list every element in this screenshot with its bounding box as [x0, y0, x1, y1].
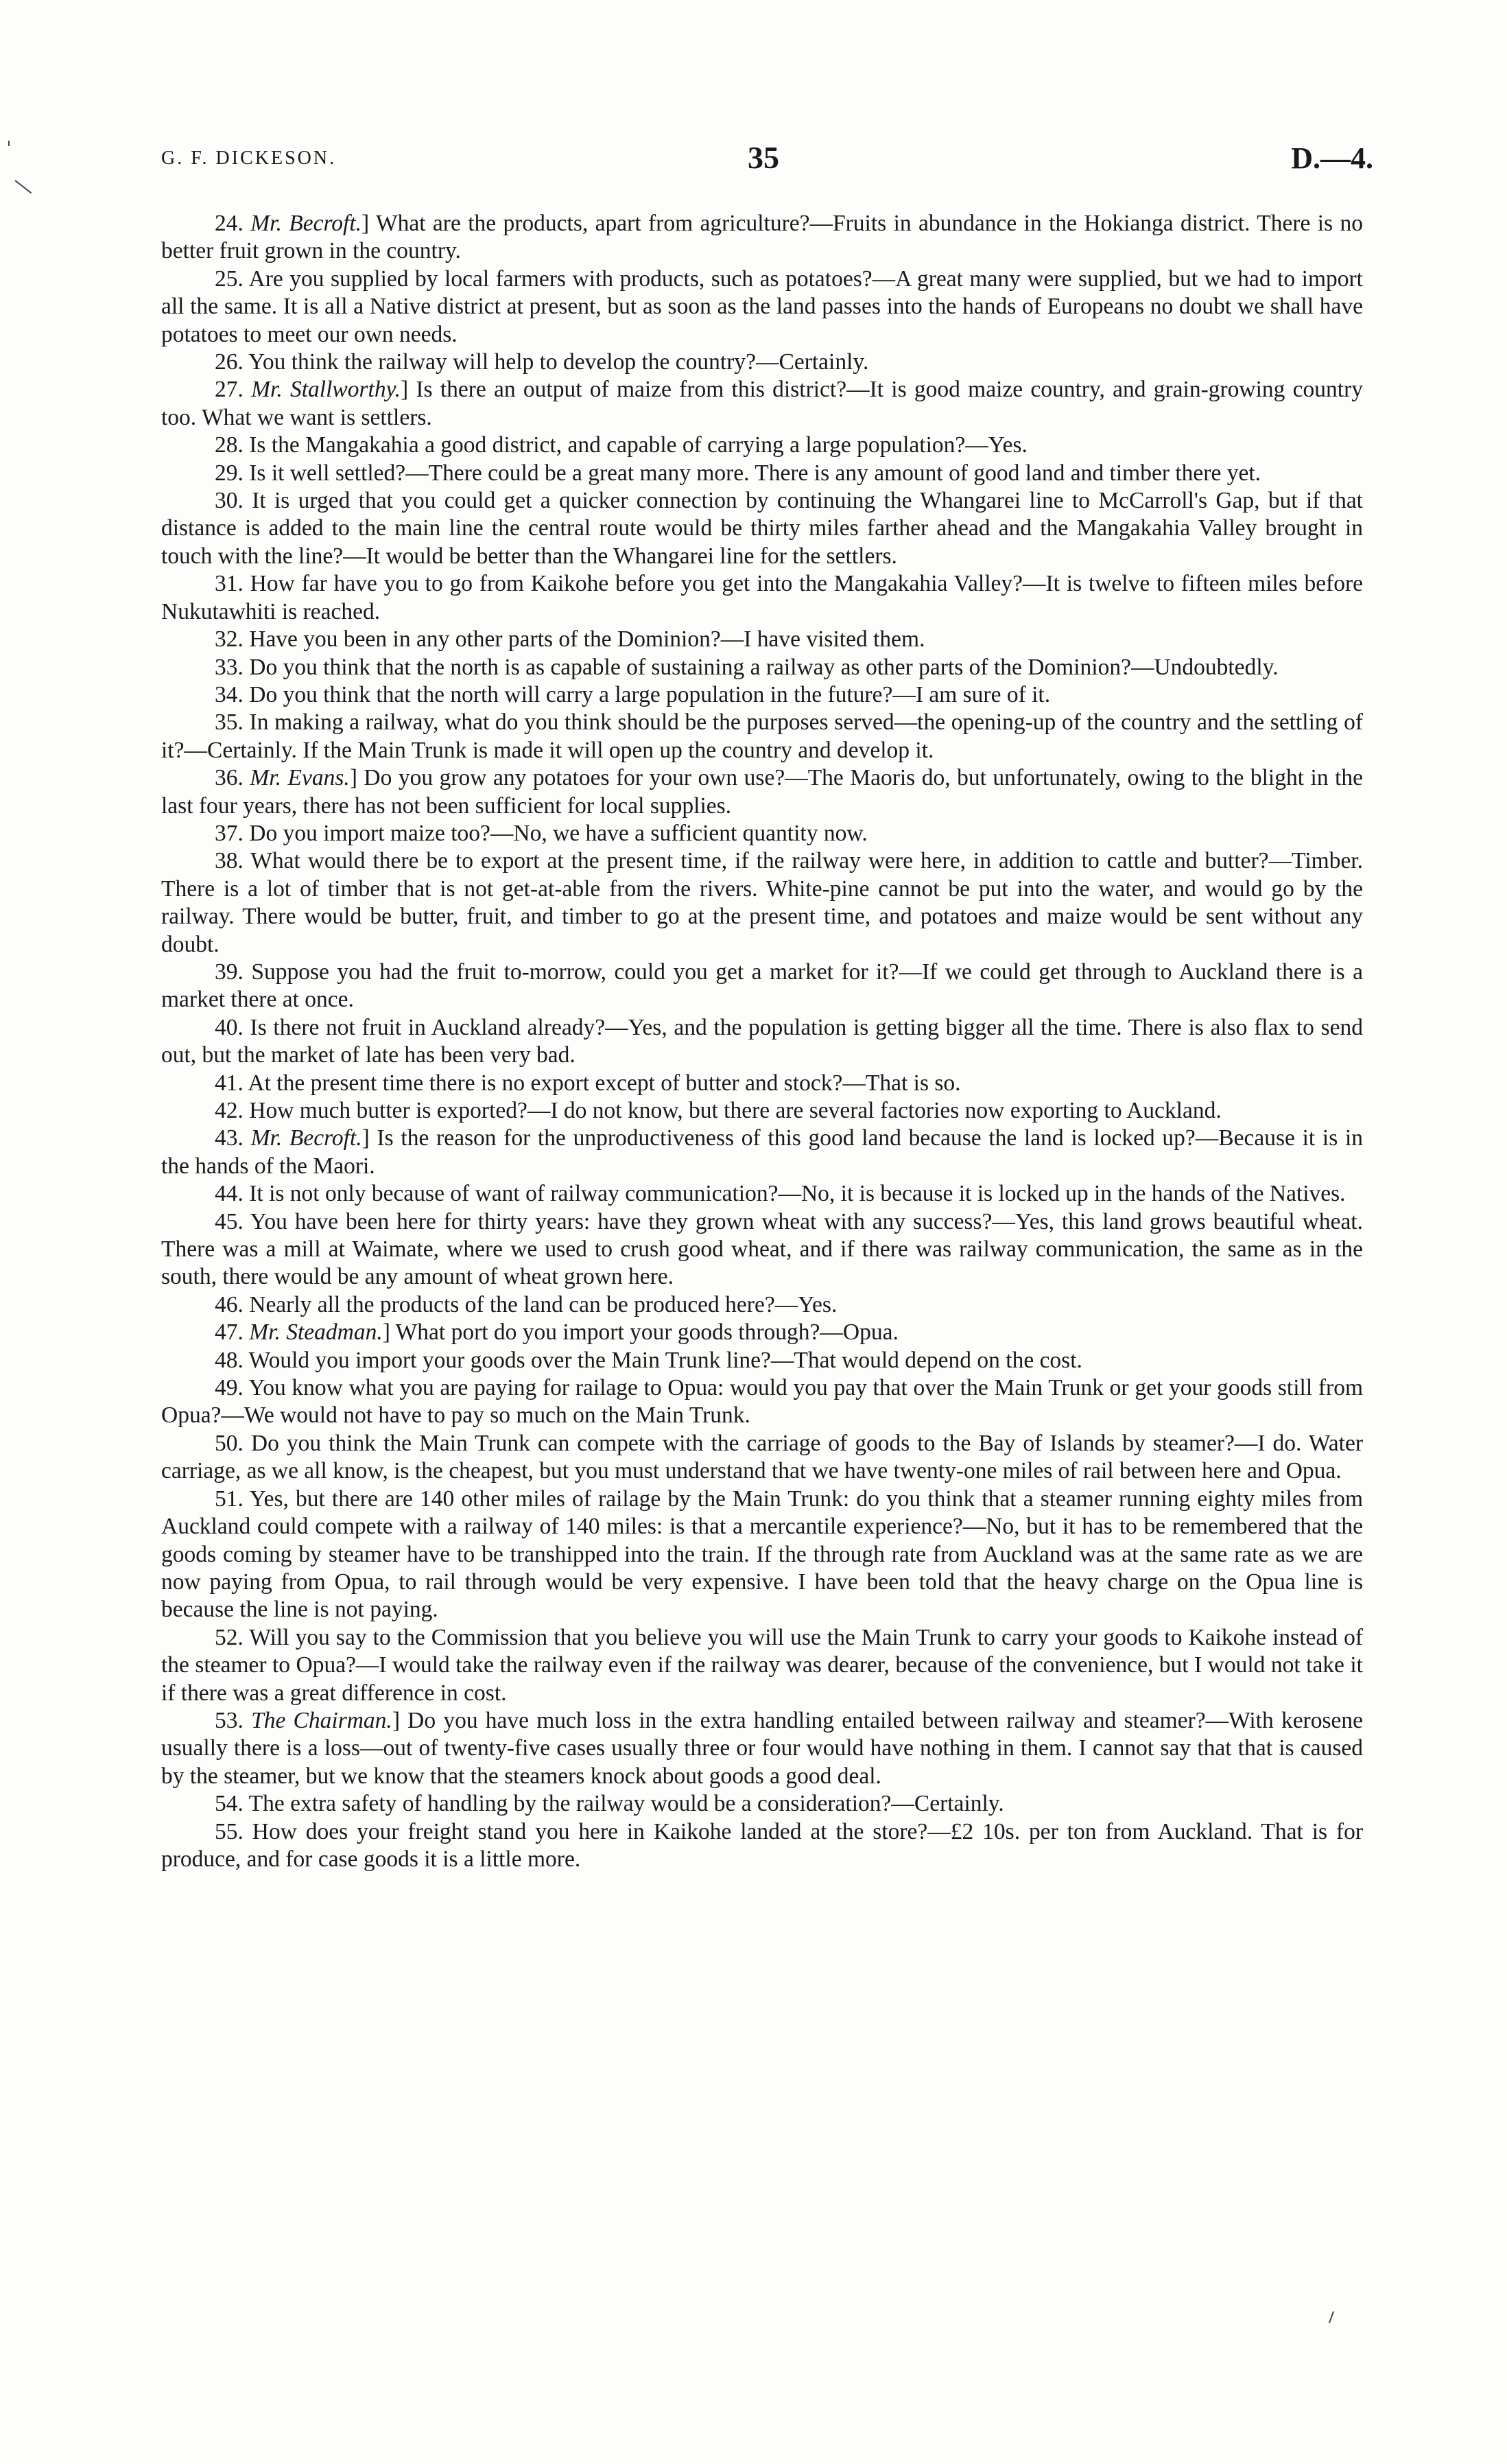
question-paragraph: [161, 432, 1363, 459]
speaker-name: Mr. Becroft.: [250, 211, 362, 236]
question-number: 50.: [215, 1430, 244, 1456]
paragraph-text: How does your freight stand you here in Kaikohe landed at the store?—£2 10s. per ton from Auckland. That is for produce, and for case goods it is a little more.: [161, 1818, 1363, 1872]
paragraph-text: Do you think that the north will carry a large population in the future?—I am sure of it.: [243, 681, 1051, 707]
speaker-bracket: ]: [401, 377, 409, 403]
question-number: 27.: [215, 377, 244, 403]
question-number: 29.: [215, 460, 244, 486]
paragraph-text: It is not only because of want of railway communication?—No, it is because it is locked up in the hands of the Natives.: [243, 1181, 1346, 1207]
question-paragraph: [161, 1347, 1363, 1374]
paragraph-text: Have you been in any other parts of the Dominion?—I have visited them.: [243, 626, 925, 653]
speaker-bracket: ]: [382, 1319, 390, 1346]
paragraph-text: It is urged that you could get a quicker connection by continuing the Whangarei line to McCarroll's Gap, but if that distance is added to the main line the central route would be thirty miles farther ahead and the Mangakahia Valley brought in touch with the line?—It would be better than the Whangarei line for the settlers.: [161, 488, 1363, 569]
paragraph-text: You know what you are paying for railage to Opua: would you pay that over the Main Trunk or get your goods still from Opua?—We would not have to pay so much on the Main Trunk.: [161, 1375, 1363, 1429]
question-number: 37.: [215, 820, 244, 846]
question-number: 45.: [215, 1208, 244, 1234]
question-paragraph: [161, 266, 1363, 349]
paragraph-text: Do you think the Main Trunk can compete with the carriage of goods to the Bay of Islands by steamer?—I do. Water carriage, as we all know, is the cheapest, but you must understand that we have twenty-one miles of rail between here and Opua.: [161, 1430, 1363, 1484]
question-number: 48.: [215, 1347, 244, 1373]
paragraph-text: Will you say to the Commission that you believe you will use the Main Trunk to carry your goods to Kaikohe instead of the steamer to Opua?—I would take the railway even if the railway was dearer, because of the convenience, but I would not take it if there was a great difference in cost.: [161, 1624, 1363, 1706]
question-paragraph: [161, 820, 1363, 847]
question-number: 40.: [215, 1014, 244, 1040]
question-paragraph: [161, 1208, 1363, 1291]
paragraph-text: How far have you to go from Kaikohe before you get into the Mangakahia Valley?—It is twelve to fifteen miles before Nukutawhiti is reached.: [161, 571, 1363, 624]
paragraph-text: Do you grow any potatoes for your own use?—The Maoris do, but unfortunately, owing to the blight in the last four years, there has not been sufficient for local supplies.: [161, 765, 1363, 819]
paragraph-text: Is it well settled?—There could be a great many more. There is any amount of good land and timber there yet.: [243, 460, 1261, 486]
paragraph-text: Yes, but there are 140 other miles of railage by the Main Trunk: do you think that a steamer running eighty miles from Auckland could compete with a railway of 140 miles: is that a mercantile experience?—No, but it has to be remembered that the goods coming by steamer have to be transhipped into the train. If the through rate from Auckland was at the same rate as we are now paying from Opua, to rail through would be very expensive. I have been told that the heavy charge on the Opua line is because the line is not paying.: [161, 1486, 1363, 1623]
question-paragraph: [161, 1180, 1363, 1208]
paragraph-text: Would you import your goods over the Main Trunk line?—That would depend on the cost.: [243, 1347, 1082, 1373]
speaker-bracket: ]: [361, 1125, 370, 1151]
paragraph-text: How much butter is exported?—I do not know, but there are several factories now exporting to Auckland.: [243, 1098, 1222, 1123]
question-paragraph: [161, 210, 1363, 266]
question-number: 47.: [215, 1319, 244, 1346]
question-paragraph: [161, 1818, 1363, 1874]
paragraph-text: Suppose you had the fruit to-morrow, could you get a market for it?—If we could get through to Auckland there is a market there at once.: [161, 959, 1363, 1013]
page-header: [161, 141, 1373, 182]
paragraph-text: Do you have much loss in the extra handling entailed between railway and steamer?—With kerosene usually there is a loss—out of twenty-five cases usually three or four would have nothing in them. I cannot say that that is caused by the steamer, but we know that the steamers knock about goods a good deal.: [161, 1707, 1363, 1789]
question-paragraph: [161, 1486, 1363, 1624]
speaker-bracket: ]: [392, 1707, 400, 1733]
question-paragraph: [161, 1430, 1363, 1486]
speaker-name: The Chairman.: [251, 1707, 392, 1733]
scan-mark: [14, 180, 32, 193]
question-number: 44.: [215, 1181, 244, 1207]
speaker-bracket: ]: [349, 765, 357, 791]
question-number: 43.: [215, 1125, 244, 1151]
question-number: 30.: [215, 488, 244, 514]
question-number: 55.: [215, 1818, 244, 1844]
paragraph-text: The extra safety of handling by the railway would be a consideration?—Certainly.: [243, 1791, 1004, 1817]
question-paragraph: [161, 959, 1363, 1014]
question-paragraph: [161, 487, 1363, 570]
question-number: 32.: [215, 626, 244, 653]
testimony-body: [161, 210, 1363, 1873]
question-number: 39.: [215, 959, 244, 985]
speaker-bracket: ]: [361, 211, 370, 236]
question-number: 24.: [215, 211, 244, 236]
question-paragraph: [161, 570, 1363, 626]
speaker-name: Mr. Steadman.: [249, 1319, 383, 1346]
question-number: 26.: [215, 349, 244, 375]
page-number: 35: [748, 140, 779, 175]
question-paragraph: [161, 654, 1363, 681]
question-number: 42.: [215, 1098, 244, 1123]
question-paragraph: [161, 1624, 1363, 1707]
question-paragraph: [161, 1125, 1363, 1180]
question-paragraph: [161, 376, 1363, 432]
question-paragraph: [161, 1097, 1363, 1125]
witness-name: G. F. DICKESON.: [161, 148, 337, 169]
question-paragraph: [161, 349, 1363, 376]
speaker-name: Mr. Becroft.: [250, 1125, 362, 1151]
paragraph-text: At the present time there is no export except of butter and stock?—That is so.: [243, 1070, 961, 1096]
question-paragraph: [161, 1374, 1363, 1430]
question-paragraph: [161, 1707, 1363, 1790]
paragraph-text: In making a railway, what do you think should be the purposes served—the opening-up of the country and the settling of it?—Certainly. If the Main Trunk is made it will open up the country and develop it.: [161, 709, 1363, 763]
question-number: 51.: [215, 1486, 244, 1512]
question-number: 34.: [215, 681, 244, 707]
question-number: 46.: [215, 1291, 244, 1317]
paragraph-text: Is there an output of maize from this district?—It is good maize country, and grain-growing country too. What we want is settlers.: [161, 377, 1363, 430]
question-number: 36.: [215, 765, 244, 791]
speaker-name: Mr. Stallworthy.: [251, 377, 401, 403]
document-reference: D.—4.: [1291, 141, 1373, 175]
question-paragraph: [161, 847, 1363, 959]
question-number: 41.: [215, 1070, 244, 1096]
paragraph-text: What would there be to export at the present time, if the railway were here, in addition to cattle and butter?—Timber. There is a lot of timber that is not get-at-able from the rivers. White-pine cannot be put into the water, and would go by the railway. There would be butter, fruit, and timber to go at the present time, and potatoes and maize would be sent without any doubt.: [161, 848, 1363, 957]
question-paragraph: [161, 1319, 1363, 1346]
question-number: 53.: [215, 1707, 244, 1733]
question-paragraph: [161, 681, 1363, 709]
question-paragraph: [161, 1790, 1363, 1818]
question-number: 38.: [215, 848, 244, 874]
question-paragraph: [161, 1014, 1363, 1070]
question-number: 35.: [215, 709, 244, 736]
paragraph-text: Do you think that the north is as capable of sustaining a railway as other parts of the Dominion?—Undoubtedly.: [243, 654, 1279, 680]
question-number: 52.: [215, 1624, 244, 1650]
question-paragraph: [161, 709, 1363, 764]
question-paragraph: [161, 460, 1363, 487]
paragraph-text: You have been here for thirty years: have they grown wheat with any success?—Yes, this land grows beautiful wheat. There was a mill at Waimate, where we used to crush good wheat, and if there was railway communication, the same as in the south, there would be any amount of wheat grown here.: [161, 1208, 1363, 1290]
paragraph-text: Is there not fruit in Auckland already?—Yes, and the population is getting bigger all the time. There is also flax to send out, but the market of late has been very bad.: [161, 1014, 1363, 1068]
question-paragraph: [161, 1070, 1363, 1097]
question-number: 49.: [215, 1375, 244, 1401]
paragraph-text: You think the railway will help to develop the country?—Certainly.: [243, 349, 869, 375]
paragraph-text: What are the products, apart from agriculture?—Fruits in abundance in the Hokianga district. There is no better fruit grown in the country.: [161, 211, 1364, 264]
question-number: 54.: [215, 1791, 244, 1817]
question-paragraph: [161, 626, 1363, 653]
paragraph-text: Is the reason for the unproductiveness of this good land because the land is locked up?—Because it is in the hands of the Maori.: [161, 1125, 1364, 1179]
question-number: 25.: [215, 266, 244, 292]
scan-mark: [8, 141, 10, 146]
question-number: 33.: [215, 654, 244, 680]
question-paragraph: [161, 1291, 1363, 1319]
paragraph-text: Do you import maize too?—No, we have a sufficient quantity now.: [243, 820, 868, 846]
paragraph-text: Nearly all the products of the land can be produced here?—Yes.: [243, 1291, 838, 1317]
question-number: 28.: [215, 432, 244, 458]
paragraph-text: Is the Mangakahia a good district, and capable of carrying a large population?—Yes.: [243, 432, 1028, 458]
paragraph-text: What port do you import your goods through?—Opua.: [390, 1319, 899, 1346]
speaker-name: Mr. Evans.: [250, 765, 350, 791]
question-paragraph: [161, 764, 1363, 820]
paragraph-text: Are you supplied by local farmers with products, such as potatoes?—A great many were supplied, but we had to import all the same. It is all a Native district at present, but as soon as the land passes into the hands of Europeans no doubt we shall have potatoes to meet our own needs.: [161, 266, 1363, 347]
scan-mark: [1329, 2311, 1334, 2323]
question-number: 31.: [215, 571, 244, 597]
